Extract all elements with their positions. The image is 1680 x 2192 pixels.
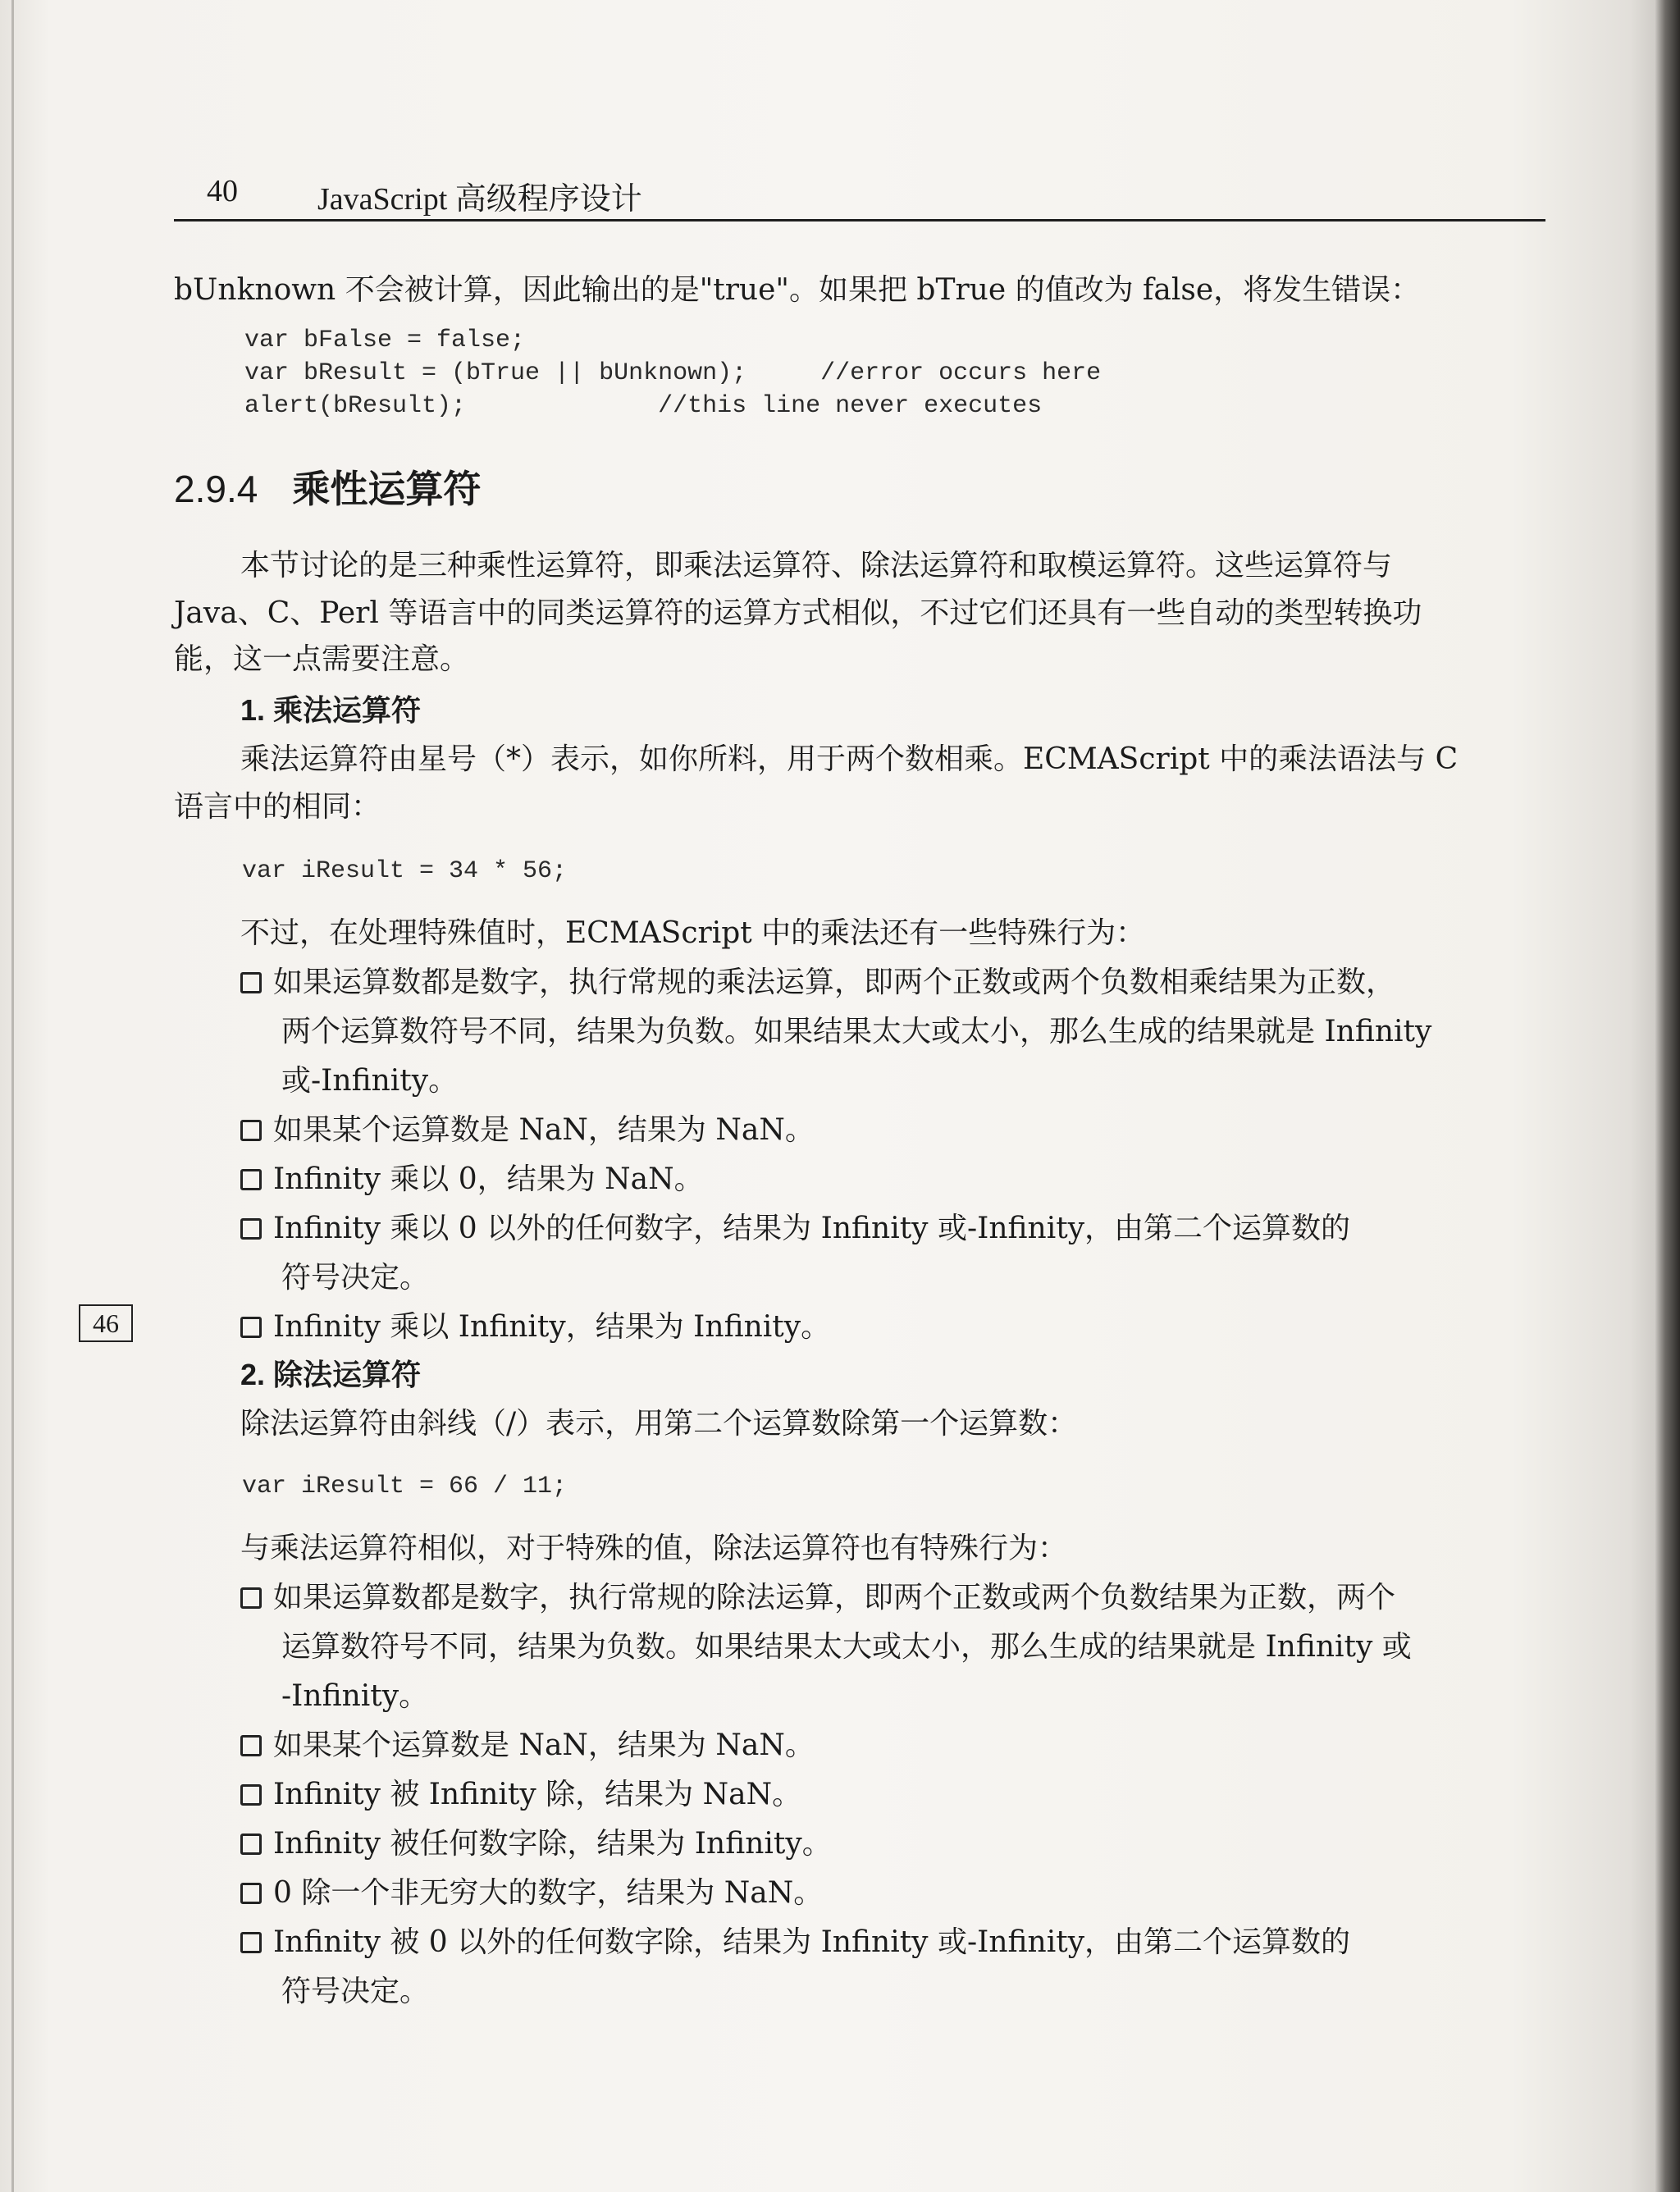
division-bullet-4: Infinity 被任何数字除，结果为 Infinity。 xyxy=(240,1820,832,1869)
multiplication-description-line-1: 乘法运算符由星号（*）表示，如你所料，用于两个数相乘。ECMAScript 中的乘法语法与 C xyxy=(240,742,1459,776)
intro-line: bUnknown 不会被计算，因此输出的是"true"。如果把 bTrue 的值改为 false，将发生错误： xyxy=(174,273,1421,307)
division-special-intro: 与乘法运算符相似，对于特殊的值，除法运算符也有特殊行为： xyxy=(240,1532,1068,1565)
checkbox-bullet-icon xyxy=(240,1834,262,1855)
page-number: 40 xyxy=(207,174,238,208)
checkbox-bullet-icon xyxy=(240,1317,262,1338)
checkbox-bullet-icon xyxy=(240,1218,262,1240)
division-code: var iResult = 66 / 11; xyxy=(242,1473,568,1500)
multiplication-bullet-4: Infinity 乘以 0 以外的任何数字，结果为 Infinity 或-Infinity，由第二个运算数的 符号决定。 xyxy=(240,1204,1350,1303)
division-bullet-2: 如果某个运算数是 NaN，结果为 NaN。 xyxy=(240,1721,815,1770)
running-header xyxy=(174,168,1545,221)
multiplication-bullet-3: Infinity 乘以 0，结果为 NaN。 xyxy=(240,1155,704,1204)
checkbox-bullet-icon xyxy=(240,1784,262,1806)
book-title: JavaScript 高级程序设计 xyxy=(317,182,642,217)
division-bullet-1: 如果运算数都是数字，执行常规的除法运算，即两个正数或两个负数结果为正数，两个 运算数符号不同，结果为负数。如果结果太大或太小，那么生成的结果就是 Infinity 或 -Infinity。 xyxy=(240,1573,1412,1721)
division-description: 除法运算符由斜线（/）表示，用第二个运算数除第一个运算数： xyxy=(240,1407,1078,1441)
intro-code-block: var bFalse = false; var bResult = (bTrue || bUnknown); //error occurs here alert(bResult); //this line never executes xyxy=(244,327,1102,420)
division-bullet-3: Infinity 被 Infinity 除，结果为 NaN。 xyxy=(240,1770,801,1820)
multiplication-bullet-5: Infinity 乘以 Infinity，结果为 Infinity。 xyxy=(240,1303,830,1352)
checkbox-bullet-icon xyxy=(240,1587,262,1609)
division-bullet-6: Infinity 被 0 以外的任何数字除，结果为 Infinity 或-Infinity，由第二个运算数的 符号决定。 xyxy=(240,1918,1350,2016)
multiplication-bullet-2: 如果某个运算数是 NaN，结果为 NaN。 xyxy=(240,1106,815,1155)
section-number: 2.9.4 xyxy=(174,468,258,510)
checkbox-bullet-icon xyxy=(240,1169,262,1190)
multiplication-bullet-1: 如果运算数都是数字，执行常规的乘法运算，即两个正数或两个负数相乘结果为正数， 两个运算数符号不同，结果为负数。如果结果太大或太小，那么生成的结果就是 Infinity 或-Infinity。 xyxy=(240,958,1431,1106)
checkbox-bullet-icon xyxy=(240,1735,262,1756)
checkbox-bullet-icon xyxy=(240,1883,262,1904)
section-paragraph-line-3: 能，这一点需要注意。 xyxy=(174,642,470,676)
section-paragraph-line-1: 本节讨论的是三种乘性运算符，即乘法运算符、除法运算符和取模运算符。这些运算符与 xyxy=(240,549,1393,582)
checkbox-bullet-icon xyxy=(240,972,262,993)
multiplication-special-intro: 不过，在处理特殊值时，ECMAScript 中的乘法还有一些特殊行为： xyxy=(240,916,1146,950)
multiplication-code: var iResult = 34 * 56; xyxy=(242,857,568,885)
checkbox-bullet-icon xyxy=(240,1932,262,1953)
division-heading: 2. 除法运算符 xyxy=(240,1358,422,1391)
margin-page-reference: 46 xyxy=(79,1304,133,1342)
section-paragraph-line-2: Java、C、Perl 等语言中的同类运算符的运算方式相似，不过它们还具有一些自动的类型转换功 xyxy=(174,596,1422,630)
binding-shadow-right xyxy=(1655,0,1680,2192)
checkbox-bullet-icon xyxy=(240,1120,262,1141)
section-title: 乘性运算符 xyxy=(292,468,482,510)
multiplication-heading: 1. 乘法运算符 xyxy=(240,693,422,727)
section-heading xyxy=(174,459,481,514)
division-bullet-5: 0 除一个非无穷大的数字，结果为 NaN。 xyxy=(240,1869,823,1918)
binding-shadow-left xyxy=(11,0,14,2192)
multiplication-description-line-2: 语言中的相同： xyxy=(174,790,381,824)
